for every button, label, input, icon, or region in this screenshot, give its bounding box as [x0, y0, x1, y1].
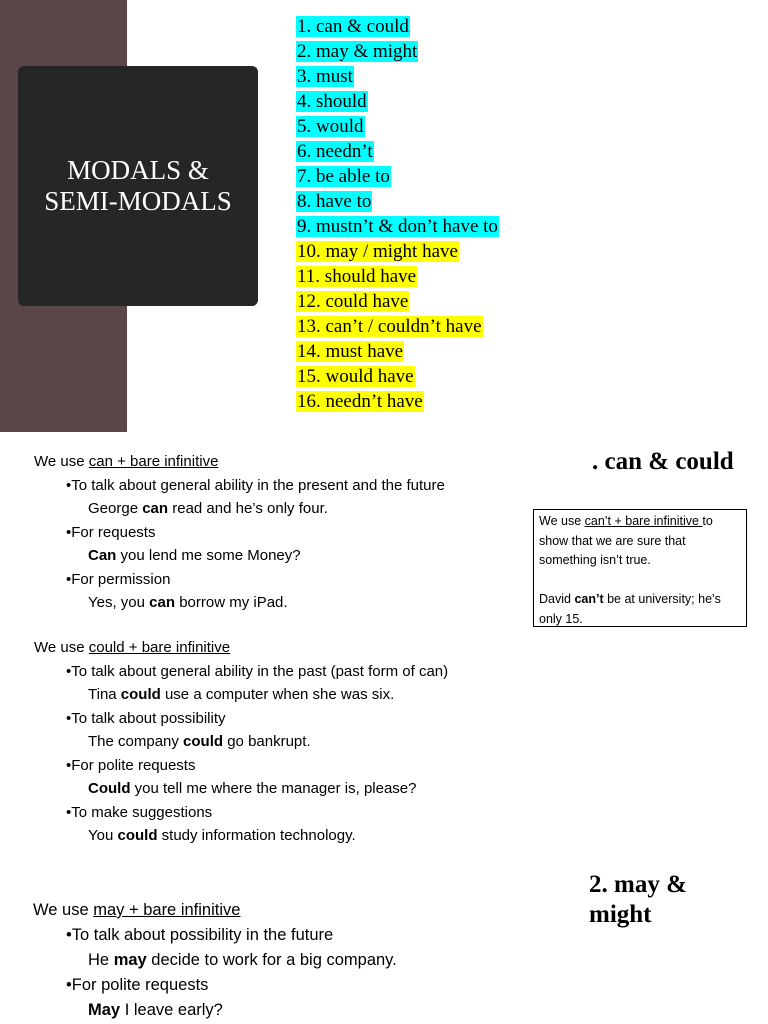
section-heading-can-could: . can & could — [592, 448, 734, 475]
use-bullet: •To talk about possibility — [66, 709, 226, 727]
use-example — [88, 546, 301, 566]
toc-highlight — [296, 266, 417, 287]
note-pre: We use — [539, 514, 585, 528]
title-line-1: MODALS & — [67, 155, 209, 185]
toc-number: 8. — [297, 191, 312, 212]
toc-label: mustn’t & don’t have to — [316, 216, 498, 237]
toc-highlight — [296, 166, 391, 187]
use-bullet: •To talk about general ability in the past (past form of can) — [66, 662, 449, 680]
example-pre: Tina — [88, 686, 121, 703]
toc-item — [296, 214, 499, 239]
intro-text: We use — [34, 453, 89, 470]
note-rule — [539, 512, 741, 571]
can-intro — [34, 452, 218, 472]
toc-item — [296, 189, 499, 214]
example-post: go bankrupt. — [223, 733, 311, 750]
toc-label: must have — [325, 341, 404, 362]
example-pre: You — [88, 827, 118, 844]
use-bullet: •For polite requests — [66, 976, 209, 994]
cant-note-box — [533, 509, 747, 627]
example-modal: Could — [88, 780, 131, 797]
example-post: read and he’s only four. — [168, 500, 328, 517]
toc-label: should have — [324, 266, 417, 287]
slide-title — [44, 155, 232, 217]
example-modal: could — [183, 733, 224, 750]
example-pre: He — [88, 951, 114, 969]
toc-label: must — [316, 66, 353, 87]
table-of-contents — [296, 14, 499, 414]
toc-number: 15. — [297, 366, 321, 387]
toc-label: needn’t — [316, 141, 373, 162]
toc-highlight — [296, 241, 459, 262]
note-ex-post: be at university; he’s only 15. — [539, 592, 721, 626]
toc-highlight — [296, 191, 372, 212]
example-post: I leave early? — [120, 1001, 223, 1019]
example-modal: could — [117, 827, 158, 844]
use-bullet: •To talk about possibility in the future — [66, 926, 334, 944]
toc-highlight — [296, 391, 424, 412]
note-rule-text: can’t + bare infinitive — [584, 514, 703, 528]
toc-item — [296, 89, 499, 114]
toc-number: 16. — [297, 391, 321, 412]
toc-item — [296, 289, 499, 314]
use-example — [88, 998, 223, 1023]
use-example — [88, 499, 328, 519]
toc-highlight — [296, 216, 499, 237]
example-modal: May — [88, 1001, 121, 1019]
use-bullet: •To make suggestions — [66, 803, 213, 821]
intro-text: We use — [33, 901, 94, 919]
example-post: borrow my iPad. — [175, 594, 288, 611]
toc-number: 4. — [297, 91, 312, 112]
toc-highlight — [296, 66, 354, 87]
toc-label: needn’t have — [325, 391, 423, 412]
toc-item — [296, 314, 499, 339]
note-ex-bold: can’t — [574, 592, 604, 606]
note-ex-pre: David — [539, 592, 575, 606]
toc-label: can’t / couldn’t have — [325, 316, 482, 337]
example-modal: can — [142, 500, 169, 517]
example-modal: can — [149, 594, 176, 611]
toc-label: could have — [325, 291, 409, 312]
toc-highlight — [296, 41, 418, 62]
use-example — [88, 685, 394, 705]
toc-number: 3. — [297, 66, 312, 87]
example-modal: may — [113, 951, 147, 969]
toc-label: can & could — [316, 16, 409, 37]
title-box — [18, 66, 258, 306]
toc-highlight — [296, 141, 374, 162]
toc-item — [296, 389, 499, 414]
toc-label: have to — [316, 191, 372, 212]
example-post: you tell me where the manager is, please? — [130, 780, 417, 797]
toc-number: 13. — [297, 316, 321, 337]
note-post: to show that we are sure that something isn’t true. — [539, 514, 713, 567]
example-post: use a computer when she was six. — [160, 686, 395, 703]
toc-item — [296, 139, 499, 164]
rule-text: can + bare infinitive — [88, 453, 219, 470]
toc-number: 14. — [297, 341, 321, 362]
toc-label: may & might — [316, 41, 418, 62]
toc-number: 7. — [297, 166, 312, 187]
use-bullet: •For requests — [66, 523, 156, 541]
toc-item — [296, 264, 499, 289]
toc-label: would — [316, 116, 364, 137]
toc-highlight — [296, 116, 365, 137]
rule-text: could + bare infinitive — [88, 639, 231, 656]
example-pre: George — [88, 500, 143, 517]
heading-line-2: might — [589, 901, 652, 928]
toc-number: 9. — [297, 216, 312, 237]
section-heading-may-might — [589, 870, 687, 930]
title-slide — [0, 0, 768, 432]
toc-label: would have — [325, 366, 414, 387]
toc-number: 12. — [297, 291, 321, 312]
intro-text: We use — [34, 639, 89, 656]
toc-number: 5. — [297, 116, 312, 137]
toc-number: 2. — [297, 41, 312, 62]
toc-highlight — [296, 291, 409, 312]
toc-number: 1. — [297, 16, 312, 37]
toc-label: may / might have — [325, 241, 458, 262]
use-example — [88, 593, 288, 613]
heading-line-1: 2. may & — [589, 871, 687, 898]
toc-label: should — [316, 91, 367, 112]
note-example — [539, 590, 741, 629]
could-intro — [34, 638, 230, 658]
toc-highlight — [296, 316, 483, 337]
toc-item — [296, 39, 499, 64]
example-post: decide to work for a big company. — [146, 951, 397, 969]
example-modal: could — [120, 686, 161, 703]
toc-item — [296, 64, 499, 89]
toc-item — [296, 239, 499, 264]
use-example — [88, 779, 417, 799]
toc-item — [296, 14, 499, 39]
use-example — [88, 732, 311, 752]
use-bullet: •For permission — [66, 570, 171, 588]
toc-number: 10. — [297, 241, 321, 262]
example-pre: Yes, you — [88, 594, 150, 611]
rule-text: may + bare infinitive — [93, 901, 241, 919]
toc-number: 11. — [297, 266, 321, 287]
use-example — [88, 948, 397, 973]
example-post: study information technology. — [157, 827, 356, 844]
toc-highlight — [296, 16, 410, 37]
use-bullet: •To talk about general ability in the present and the future — [66, 476, 445, 494]
toc-item — [296, 364, 499, 389]
example-modal: Can — [88, 547, 117, 564]
can-could-slide — [0, 432, 768, 1024]
toc-item — [296, 339, 499, 364]
example-post: you lend me some Money? — [116, 547, 301, 564]
toc-label: be able to — [316, 166, 390, 187]
toc-highlight — [296, 341, 404, 362]
title-line-2: SEMI-MODALS — [44, 186, 232, 216]
use-example — [88, 826, 356, 846]
toc-number: 6. — [297, 141, 312, 162]
toc-highlight — [296, 366, 415, 387]
may-intro — [33, 898, 240, 923]
use-bullet: •For polite requests — [66, 756, 196, 774]
example-pre: The company — [88, 733, 184, 750]
toc-item — [296, 164, 499, 189]
toc-item — [296, 114, 499, 139]
toc-highlight — [296, 91, 368, 112]
